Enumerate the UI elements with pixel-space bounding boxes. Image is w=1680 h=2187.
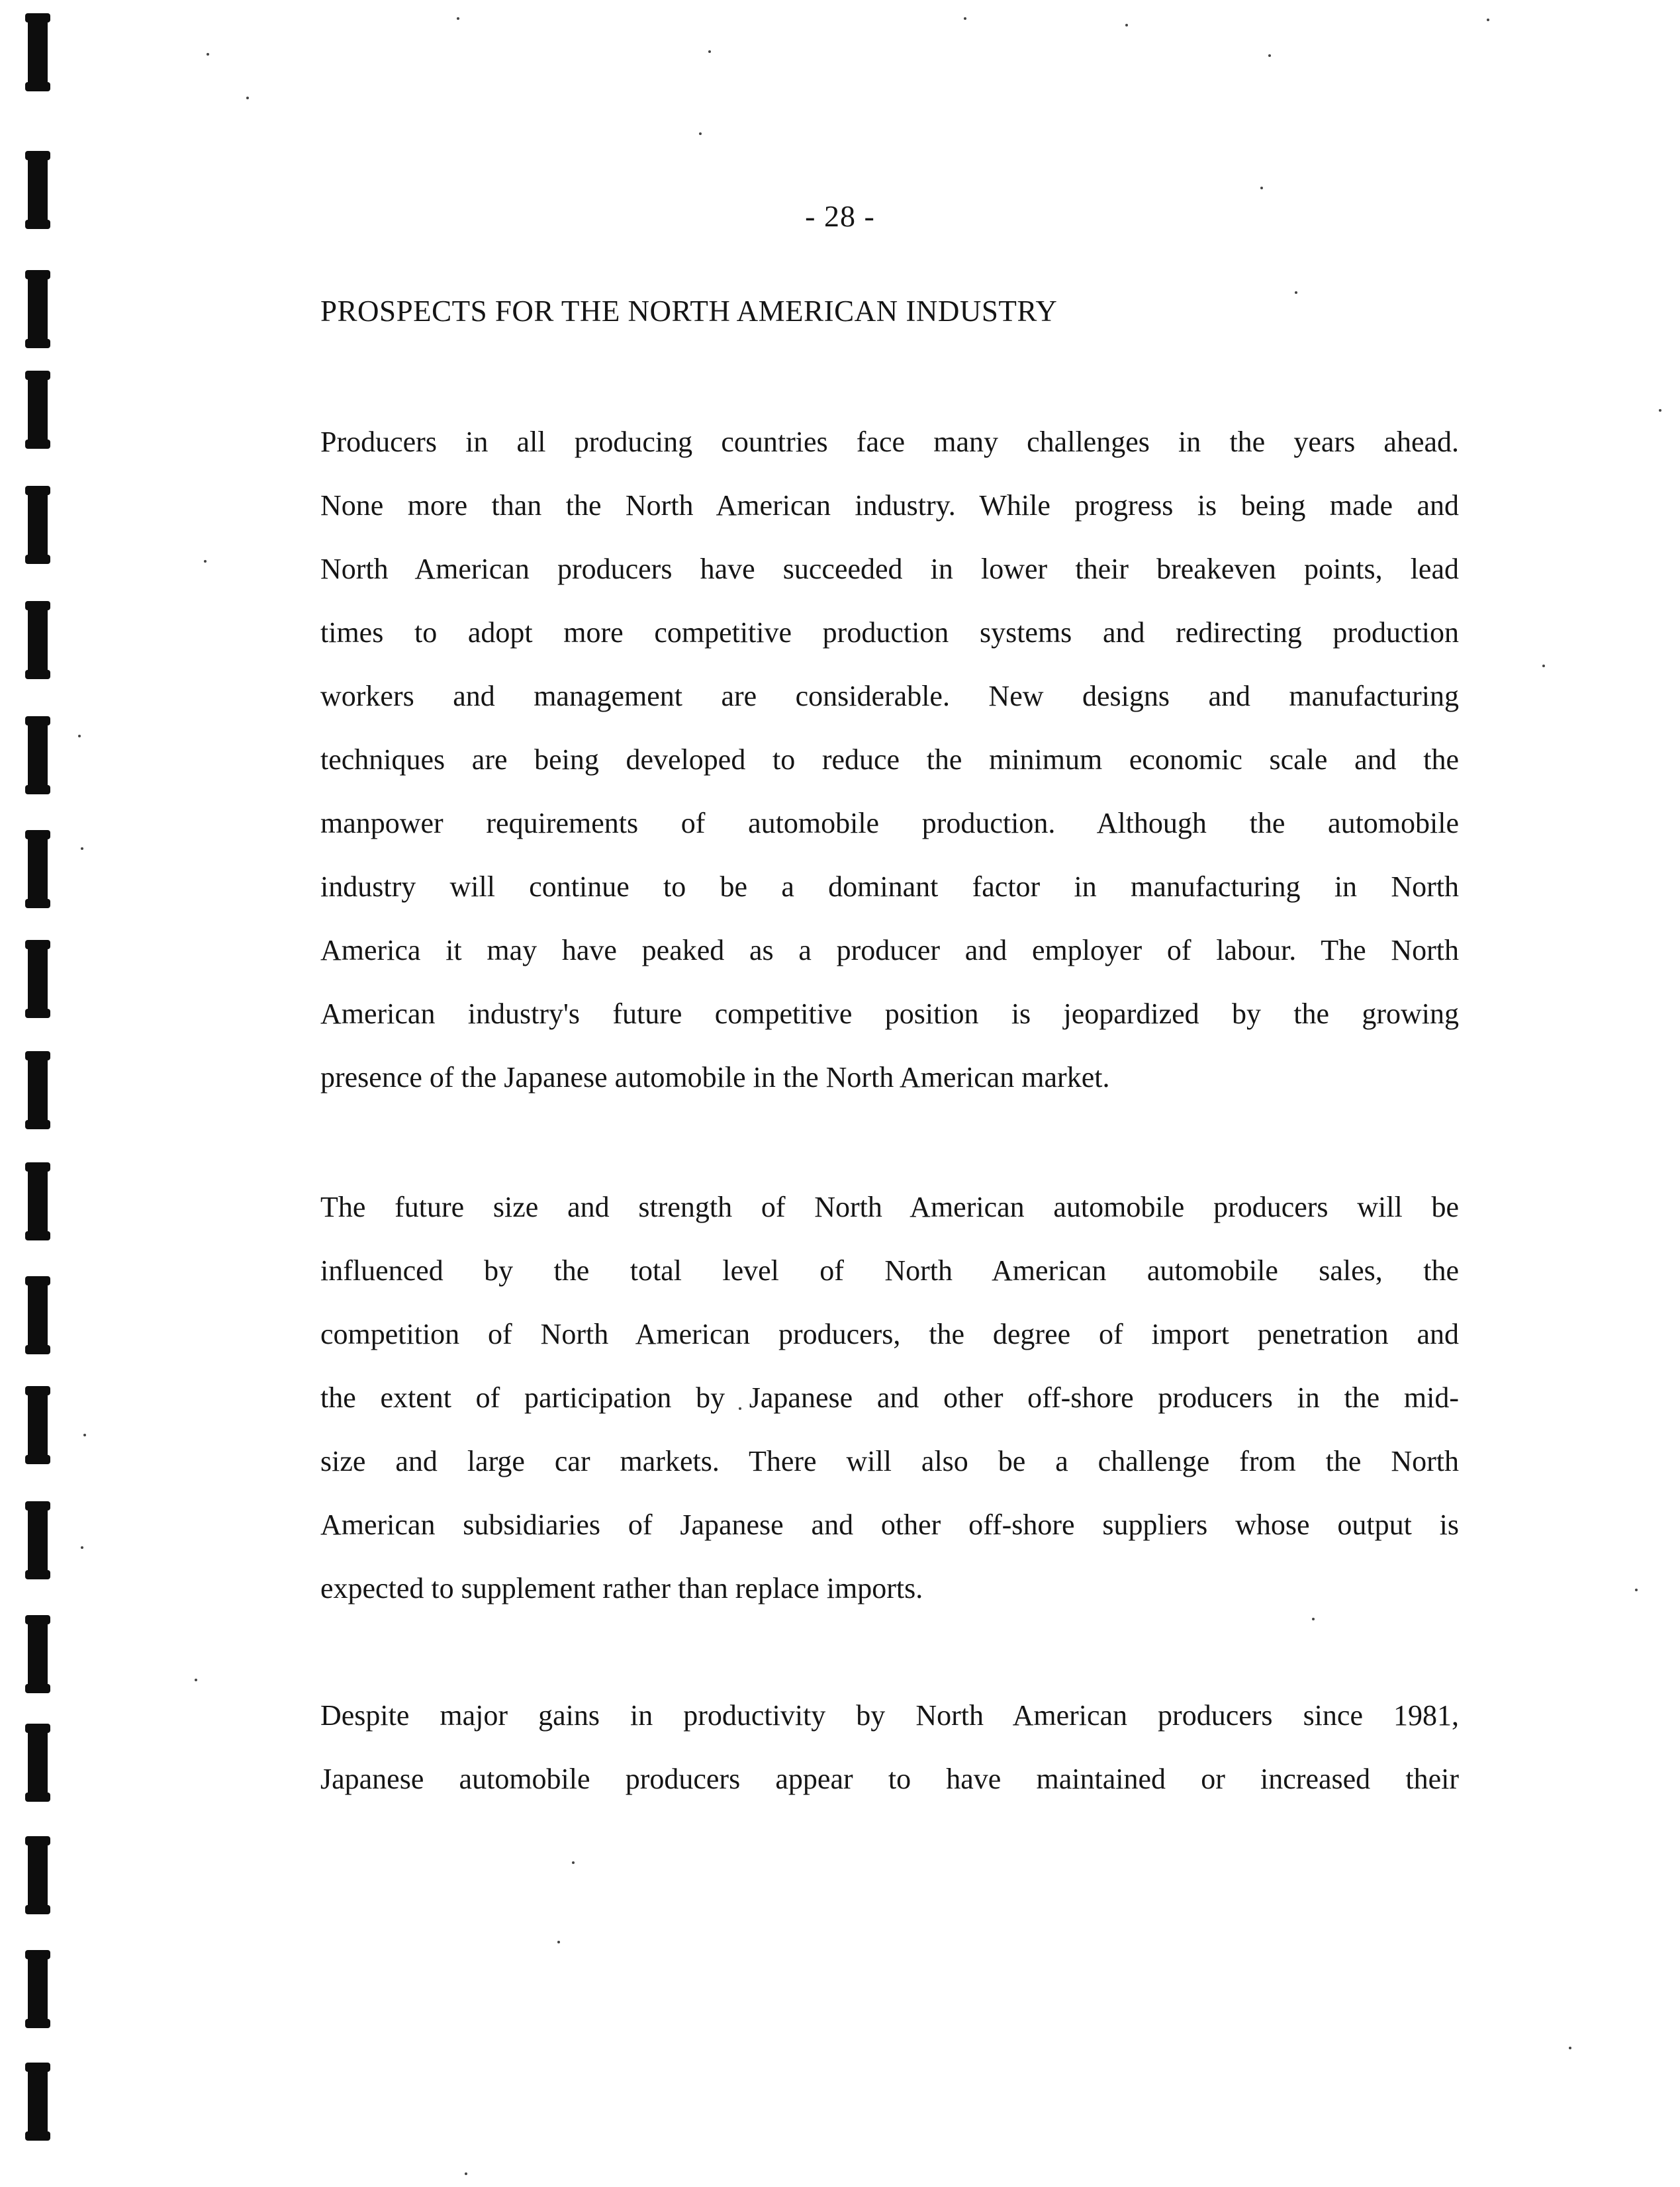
binding-hole [28, 371, 48, 449]
text-line: industry will continue to be a dominant factor in manufacturing in North [320, 870, 1459, 903]
text-line: workers and management are considerable. New designs and manufacturing [320, 680, 1459, 712]
binding-hole [28, 2063, 48, 2141]
scan-speck [1125, 24, 1128, 26]
binding-hole [28, 13, 48, 91]
binding-hole [28, 1051, 48, 1129]
scan-speck [708, 50, 711, 53]
binding-hole [28, 270, 48, 348]
scan-speck [1295, 291, 1297, 294]
binding-hole [28, 1162, 48, 1240]
binding-hole [28, 486, 48, 564]
binding-hole [28, 1724, 48, 1802]
text-line: America it may have peaked as a producer and employer of labour. The North [320, 934, 1459, 966]
binding-hole [28, 601, 48, 679]
scan-speck [207, 53, 209, 56]
text-line: competition of North American producers, the degree of import penetration and [320, 1318, 1459, 1350]
scan-speck [1268, 54, 1271, 57]
scan-speck [78, 735, 81, 737]
scan-speck [204, 560, 207, 563]
body-paragraph-3 [320, 1684, 1459, 1811]
scan-speck [699, 132, 702, 135]
scan-speck [572, 1861, 575, 1864]
binding-hole [28, 1615, 48, 1693]
text-line: Despite major gains in productivity by North American producers since 1981, [320, 1699, 1459, 1732]
binding-hole [28, 1501, 48, 1579]
binding-hole [28, 940, 48, 1018]
scan-speck [557, 1941, 560, 1943]
text-line: expected to supplement rather than replace imports. [320, 1572, 923, 1605]
text-line: American industry's future competitive position is jeopardized by the growing [320, 998, 1459, 1030]
body-paragraph-2 [320, 1176, 1459, 1620]
scan-speck [964, 17, 966, 20]
body-paragraph-1 [320, 410, 1459, 1109]
scan-speck [81, 847, 83, 850]
binding-hole [28, 1386, 48, 1464]
section-heading: PROSPECTS FOR THE NORTH AMERICAN INDUSTRY [320, 295, 1058, 328]
text-line: size and large car markets. There will also be a challenge from the North [320, 1445, 1459, 1477]
text-line: techniques are being developed to reduce the minimum economic scale and the [320, 743, 1459, 776]
text-line: presence of the Japanese automobile in the North American market. [320, 1061, 1110, 1094]
page-number: - 28 - [805, 199, 875, 233]
scan-speck [465, 2172, 467, 2175]
scan-speck [1635, 1589, 1638, 1591]
binding-hole [28, 830, 48, 908]
scan-speck [81, 1546, 83, 1549]
scan-speck [1569, 2047, 1571, 2049]
text-line: times to adopt more competitive production systems and redirecting production [320, 616, 1459, 649]
scan-speck [1260, 187, 1263, 189]
scan-speck [195, 1679, 197, 1681]
text-line: influenced by the total level of North American automobile sales, the [320, 1254, 1459, 1287]
scan-speck [246, 97, 249, 99]
binding-hole [28, 716, 48, 794]
binding-holes [15, 0, 61, 2187]
text-line: manpower requirements of automobile production. Although the automobile [320, 807, 1459, 839]
text-line: American subsidiaries of Japanese and other off-shore suppliers whose output is [320, 1509, 1459, 1541]
text-line: Producers in all producing countries face many challenges in the years ahead. [320, 426, 1459, 458]
scan-speck [1659, 409, 1661, 412]
text-line: North American producers have succeeded in lower their breakeven points, lead [320, 553, 1459, 585]
binding-hole [28, 1836, 48, 1914]
scan-speck [457, 17, 459, 20]
binding-hole [28, 1276, 48, 1354]
scan-speck [1487, 19, 1489, 21]
binding-hole [28, 1950, 48, 2028]
text-line: Japanese automobile producers appear to have maintained or increased their [320, 1763, 1459, 1795]
text-line: None more than the North American industry. While progress is being made and [320, 489, 1459, 522]
text-line: The future size and strength of North American automobile producers will be [320, 1191, 1459, 1223]
scan-speck [1542, 665, 1545, 667]
text-line: the extent of participation by Japanese and other off-shore producers in the mid- [320, 1381, 1459, 1414]
scan-speck [83, 1434, 86, 1436]
